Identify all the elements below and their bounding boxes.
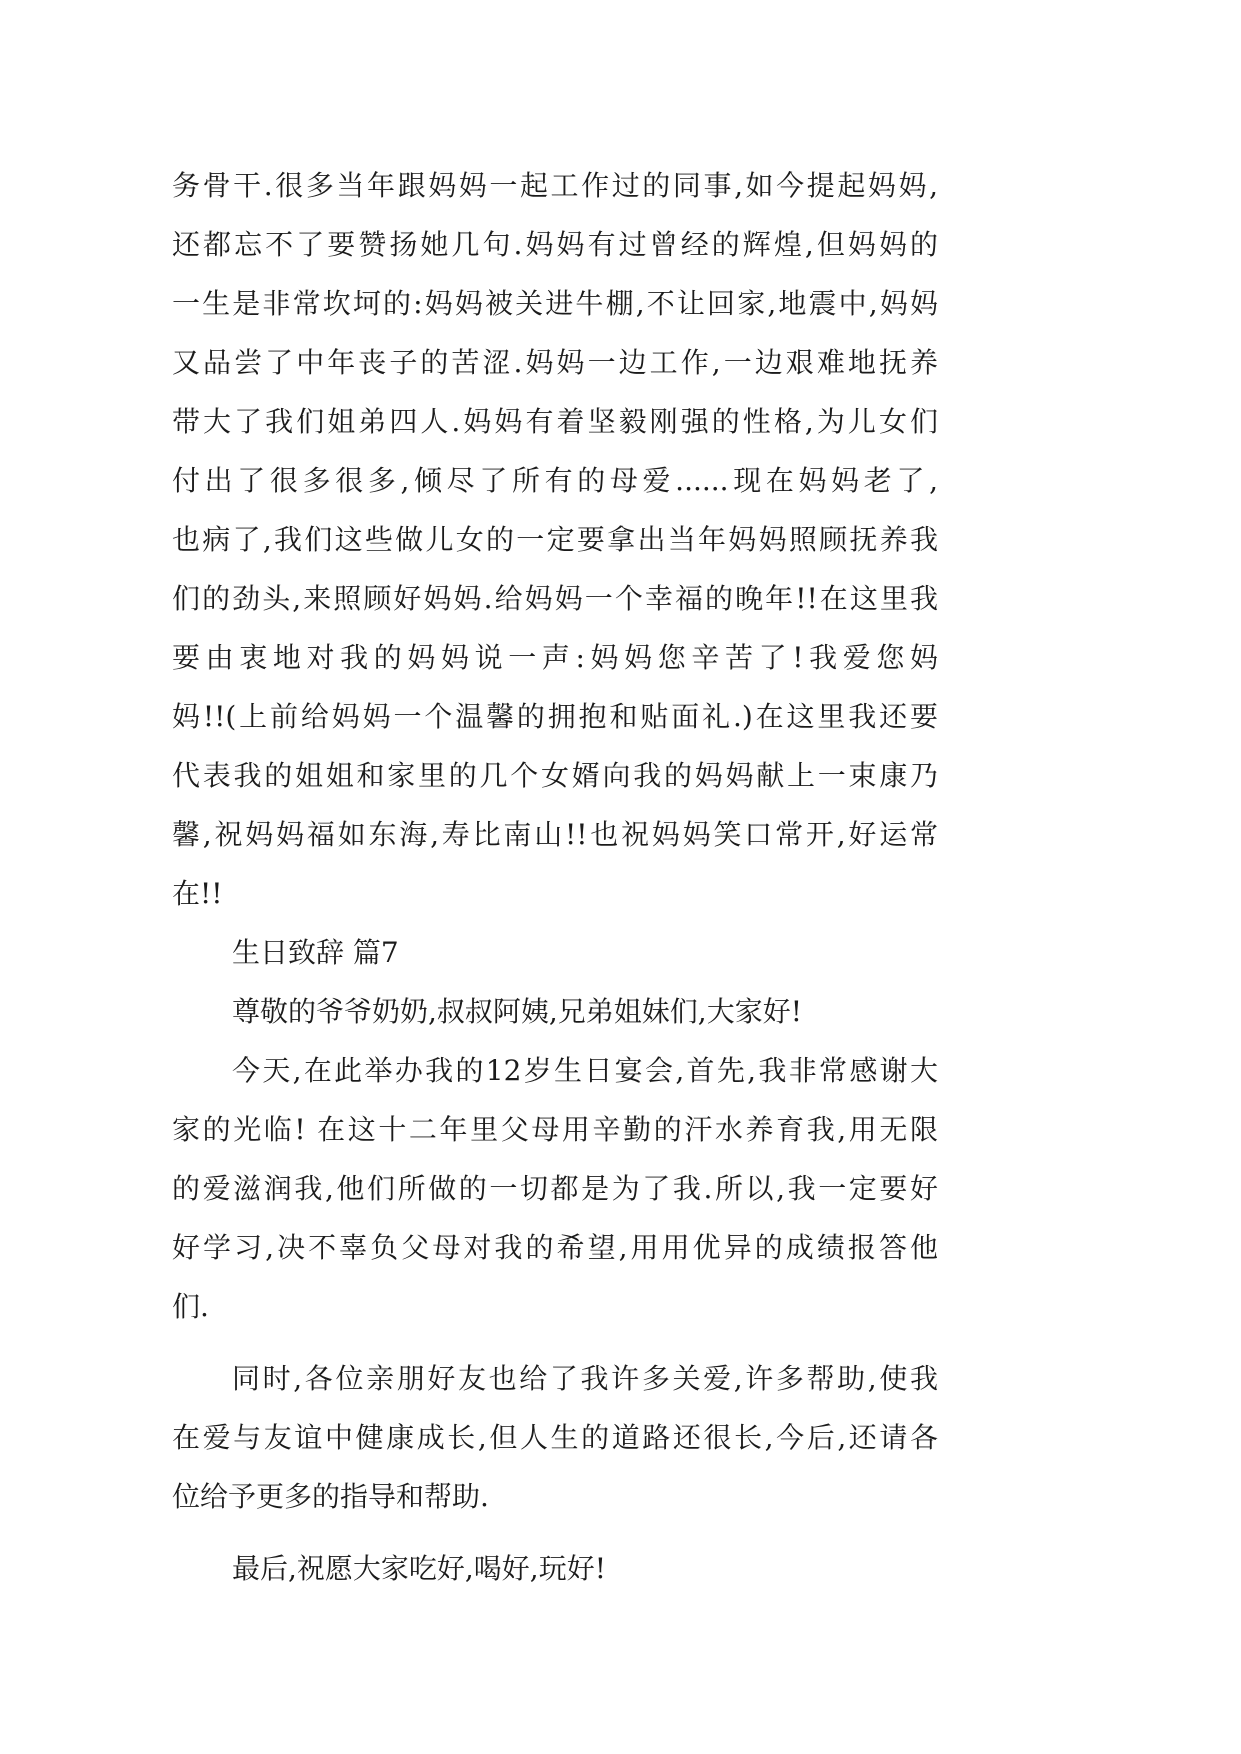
text-line: 最后,祝愿大家吃好,喝好,玩好! — [232, 1552, 606, 1585]
text-line: 也病了,我们这些做儿女的一定要拿出当年妈妈照顾抚养我 — [172, 523, 938, 556]
paragraph — [172, 1349, 938, 1526]
text-line: 的爱滋润我,他们所做的一切都是为了我.所以,我一定要好 — [172, 1172, 938, 1205]
text-line: 同时,各位亲朋好友也给了我许多关爱,许多帮助,使我 — [232, 1362, 938, 1395]
text-line: 馨,祝妈妈福如东海,寿比南山!!也祝妈妈笑口常开,好运常 — [172, 818, 938, 851]
text-line: 在爱与友谊中健康成长,但人生的道路还很长,今后,还请各 — [172, 1421, 938, 1454]
text-line: 在!! — [172, 877, 223, 910]
text-line: 尊敬的爷爷奶奶,叔叔阿姨,兄弟姐妹们,大家好! — [232, 995, 802, 1028]
document-body — [172, 156, 938, 1598]
text-line: 们的劲头,来照顾好妈妈.给妈妈一个幸福的晚年!!在这里我 — [172, 582, 938, 615]
text-line: 今天,在此举办我的12岁生日宴会,首先,我非常感谢大 — [232, 1054, 938, 1087]
text-line: 要由衷地对我的妈妈说一声:妈妈您辛苦了!我爱您妈 — [172, 641, 938, 674]
paragraph — [172, 1041, 938, 1336]
text-line: 务骨干.很多当年跟妈妈一起工作过的同事,如今提起妈妈, — [172, 169, 938, 202]
text-line: 一生是非常坎坷的:妈妈被关进牛棚,不让回家,地震中,妈妈 — [172, 287, 938, 320]
text-line: 付出了很多很多,倾尽了所有的母爱......现在妈妈老了, — [172, 464, 938, 497]
text-line: 带大了我们姐弟四人.妈妈有着坚毅刚强的性格,为儿女们 — [172, 405, 938, 438]
closing-paragraph — [172, 1539, 938, 1598]
text-line: 好学习,决不辜负父母对我的希望,用用优异的成绩报答他 — [172, 1231, 938, 1264]
text-line: 们. — [172, 1290, 209, 1323]
text-line: 妈!!(上前给妈妈一个温馨的拥抱和贴面礼.)在这里我还要 — [172, 700, 938, 733]
section-heading — [172, 923, 938, 982]
greeting-paragraph — [172, 982, 938, 1041]
text-line: 又品尝了中年丧子的苦涩.妈妈一边工作,一边艰难地抚养 — [172, 346, 938, 379]
text-line: 还都忘不了要赞扬她几句.妈妈有过曾经的辉煌,但妈妈的 — [172, 228, 938, 261]
paragraph-continued — [172, 156, 938, 923]
text-line: 位给予更多的指导和帮助. — [172, 1480, 489, 1513]
text-line: 代表我的姐姐和家里的几个女婿向我的妈妈献上一束康乃 — [172, 759, 938, 792]
text-line: 家的光临! 在这十二年里父母用辛勤的汗水养育我,用无限 — [172, 1113, 938, 1146]
section-heading-text: 生日致辞 篇7 — [232, 936, 399, 969]
